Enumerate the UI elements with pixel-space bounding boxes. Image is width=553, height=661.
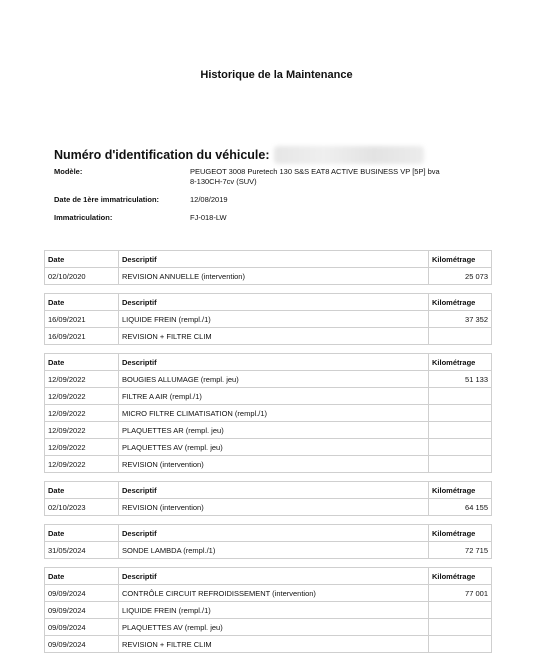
vehicle-info — [54, 167, 494, 223]
table-header-row — [45, 482, 492, 499]
cell-kilometrage: 64 155 — [429, 499, 492, 516]
cell-kilometrage — [429, 636, 492, 653]
model-value — [190, 167, 494, 187]
maintenance-table — [44, 353, 492, 473]
cell-descriptif: REVISION (intervention) — [119, 499, 429, 516]
cell-kilometrage — [429, 405, 492, 422]
cell-kilometrage: 25 073 — [429, 268, 492, 285]
column-header-descriptif: Descriptif — [119, 482, 429, 499]
cell-descriptif: PLAQUETTES AV (rempl. jeu) — [119, 439, 429, 456]
table-header-row — [45, 354, 492, 371]
table-row — [45, 268, 492, 285]
column-header-descriptif: Descriptif — [119, 525, 429, 542]
table-header-row — [45, 525, 492, 542]
maintenance-table — [44, 293, 492, 345]
table-row — [45, 636, 492, 653]
column-header-kilometrage: Kilométrage — [429, 251, 492, 268]
cell-descriptif: PLAQUETTES AV (rempl. jeu) — [119, 619, 429, 636]
table-row — [45, 456, 492, 473]
column-header-kilometrage: Kilométrage — [429, 568, 492, 585]
vin-label: Numéro d'identification du véhicule: — [54, 148, 270, 162]
column-header-descriptif: Descriptif — [119, 354, 429, 371]
table-row — [45, 388, 492, 405]
cell-descriptif: PLAQUETTES AR (rempl. jeu) — [119, 422, 429, 439]
column-header-kilometrage: Kilométrage — [429, 294, 492, 311]
registration-value: FJ-018-LW — [190, 213, 227, 222]
maintenance-table — [44, 481, 492, 516]
cell-date: 02/10/2023 — [45, 499, 119, 516]
cell-descriptif: LIQUIDE FREIN (rempl./1) — [119, 602, 429, 619]
cell-date: 09/09/2024 — [45, 585, 119, 602]
cell-kilometrage — [429, 422, 492, 439]
model-value-line-1: PEUGEOT 3008 Puretech 130 S&S EAT8 ACTIVE BUSINESS VP [5P] bva — [190, 167, 440, 176]
column-header-date: Date — [45, 354, 119, 371]
cell-date: 16/09/2021 — [45, 311, 119, 328]
page-title: Historique de la Maintenance — [200, 69, 353, 81]
maintenance-tables — [44, 250, 491, 661]
table-header-row — [45, 568, 492, 585]
vin-redacted-value — [274, 146, 424, 164]
cell-date: 12/09/2022 — [45, 422, 119, 439]
table-row — [45, 371, 492, 388]
cell-kilometrage — [429, 328, 492, 345]
column-header-date: Date — [45, 251, 119, 268]
cell-descriptif: CONTRÔLE CIRCUIT REFROIDISSEMENT (intervention) — [119, 585, 429, 602]
cell-date: 09/09/2024 — [45, 602, 119, 619]
table-row — [45, 328, 492, 345]
cell-kilometrage — [429, 619, 492, 636]
cell-kilometrage — [429, 439, 492, 456]
cell-descriptif: REVISION ANNUELLE (intervention) — [119, 268, 429, 285]
cell-kilometrage: 77 001 — [429, 585, 492, 602]
cell-descriptif: REVISION + FILTRE CLIM — [119, 636, 429, 653]
cell-descriptif: SONDE LAMBDA (rempl./1) — [119, 542, 429, 559]
column-header-kilometrage: Kilométrage — [429, 525, 492, 542]
column-header-date: Date — [45, 294, 119, 311]
table-header-row — [45, 294, 492, 311]
cell-descriptif: MICRO FILTRE CLIMATISATION (rempl./1) — [119, 405, 429, 422]
cell-descriptif: FILTRE A AIR (rempl./1) — [119, 388, 429, 405]
cell-date: 12/09/2022 — [45, 388, 119, 405]
cell-kilometrage: 72 715 — [429, 542, 492, 559]
cell-kilometrage — [429, 388, 492, 405]
table-row — [45, 422, 492, 439]
column-header-descriptif: Descriptif — [119, 568, 429, 585]
cell-date: 02/10/2020 — [45, 268, 119, 285]
table-row — [45, 585, 492, 602]
column-header-date: Date — [45, 482, 119, 499]
cell-date: 12/09/2022 — [45, 405, 119, 422]
table-row — [45, 542, 492, 559]
cell-descriptif: REVISION (intervention) — [119, 456, 429, 473]
column-header-date: Date — [45, 525, 119, 542]
model-label: Modèle: — [54, 167, 83, 176]
cell-kilometrage: 37 352 — [429, 311, 492, 328]
cell-date: 12/09/2022 — [45, 371, 119, 388]
column-header-descriptif: Descriptif — [119, 294, 429, 311]
cell-descriptif: BOUGIES ALLUMAGE (rempl. jeu) — [119, 371, 429, 388]
model-value-line-2: 8-130CH-7cv (SUV) — [190, 177, 257, 186]
table-row — [45, 499, 492, 516]
cell-date: 12/09/2022 — [45, 439, 119, 456]
table-row — [45, 619, 492, 636]
cell-kilometrage: 51 133 — [429, 371, 492, 388]
maintenance-table — [44, 524, 492, 559]
cell-date: 09/09/2024 — [45, 636, 119, 653]
table-row — [45, 602, 492, 619]
column-header-kilometrage: Kilométrage — [429, 482, 492, 499]
cell-descriptif: LIQUIDE FREIN (rempl./1) — [119, 311, 429, 328]
first-registration-label: Date de 1ère immatriculation: — [54, 195, 160, 204]
table-row — [45, 405, 492, 422]
cell-descriptif: REVISION + FILTRE CLIM — [119, 328, 429, 345]
cell-date: 31/05/2024 — [45, 542, 119, 559]
first-registration-value: 12/08/2019 — [190, 195, 228, 204]
vin-heading — [54, 146, 504, 164]
cell-kilometrage — [429, 602, 492, 619]
table-header-row — [45, 251, 492, 268]
cell-date: 12/09/2022 — [45, 456, 119, 473]
cell-kilometrage — [429, 456, 492, 473]
table-row — [45, 311, 492, 328]
maintenance-table — [44, 250, 492, 285]
registration-label: Immatriculation: — [54, 213, 113, 222]
table-row — [45, 439, 492, 456]
cell-date: 09/09/2024 — [45, 619, 119, 636]
maintenance-table — [44, 567, 492, 653]
cell-date: 16/09/2021 — [45, 328, 119, 345]
column-header-kilometrage: Kilométrage — [429, 354, 492, 371]
column-header-descriptif: Descriptif — [119, 251, 429, 268]
column-header-date: Date — [45, 568, 119, 585]
